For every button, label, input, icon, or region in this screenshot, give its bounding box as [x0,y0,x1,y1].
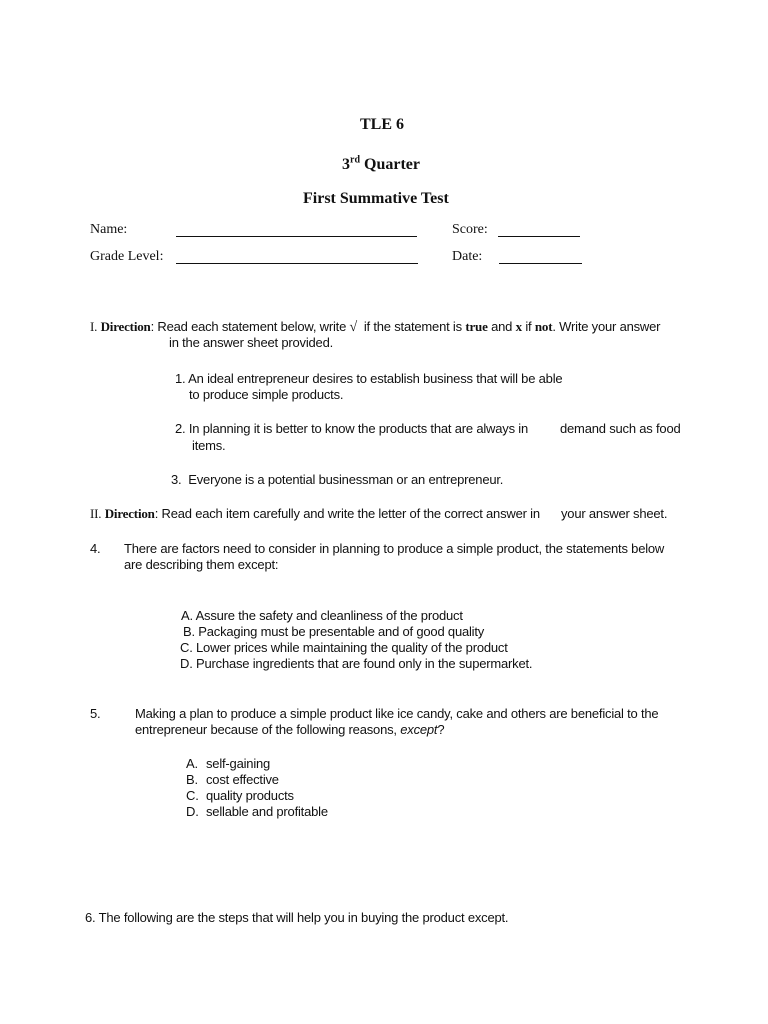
part2-direction-word: Direction [104,506,155,521]
part1-direction [90,319,660,336]
part1-text-c: . Write your answer [552,319,661,334]
item2-line1: In planning it is better to know the products that are always in [188,421,528,436]
q4-line2: are describing them except: [124,557,279,572]
q5-choice-a-text: self-gaining [206,756,271,771]
q4-num: 4. [90,541,101,556]
q5-choice-b-letter: B. [186,772,198,787]
grade-level-label: Grade Level: [90,249,164,264]
score-label: Score: [452,222,488,237]
x-word: x [515,319,522,334]
grade-level-field[interactable] [176,263,418,264]
q4-choice-a: A. Assure the safety and cleanliness of the product [181,608,463,623]
q5-choice-d-text: sellable and profitable [206,804,328,819]
part2-text-b: your answer sheet. [561,506,668,521]
item3-line1: Everyone is a potential businessman or an entrepreneur. [188,472,504,487]
quarter-title [342,156,420,174]
part1-direction-line2: in the answer sheet provided. [169,335,334,350]
date-field[interactable] [499,263,582,264]
q4-choice-d: D. Purchase ingredients that are found only in the supermarket. [180,656,533,671]
item2 [175,421,528,436]
item1-line1: An ideal entrepreneur desires to establish business that will be able [188,371,563,386]
name-label: Name: [90,222,128,237]
q4-choice-b: B. Packaging must be presentable and of good quality [183,624,485,639]
item2-line1b: demand such as food [560,421,681,436]
item3 [171,472,503,487]
q5-choice-b [186,772,279,787]
q5-choice-a [186,756,270,771]
part2-numeral: II. [90,506,102,521]
q5-line1: Making a plan to produce a simple product like ice candy, cake and others are beneficial to the [135,706,659,721]
part2-direction [90,506,540,522]
q6-line: 6. The following are the steps that will help you in buying the product except. [85,910,509,925]
q5-choice-c-letter: C. [186,788,199,803]
part1-numeral: I. [90,319,98,334]
q5-question-mark: ? [437,722,445,737]
part1-direction-word: Direction [100,319,151,334]
subject-title: TLE 6 [360,116,405,133]
part1-text-a: : Read each statement below, write [150,319,347,334]
score-field[interactable] [498,236,580,237]
q5-line2 [135,722,444,737]
q5-choice-d [186,804,328,819]
q5-choice-a-letter: A. [186,756,198,771]
item2-line2: items. [192,438,226,453]
q5-choice-b-text: cost effective [206,772,279,787]
q4-line1: There are factors need to consider in planning to produce a simple product, the statements below [124,541,665,556]
if-word: if [525,319,532,334]
q5-except-word: except [400,722,438,737]
and-word: and [491,319,513,334]
q5-num: 5. [90,706,101,721]
q5-choice-c [186,788,294,803]
part1-text-b: if the statement is [363,319,462,334]
q5-choice-d-letter: D. [186,804,199,819]
not-word: not [534,319,553,334]
quarter-suffix: rd [350,154,360,166]
name-field[interactable] [176,236,417,237]
item3-num: 3. [171,472,182,487]
item1-line2: to produce simple products. [189,387,344,402]
item1 [175,371,562,386]
item2-num: 2. [175,421,186,436]
part2-text: : Read each item carefully and write the letter of the correct answer in [154,506,540,521]
test-title: First Summative Test [303,190,449,207]
date-label: Date: [452,249,483,264]
q5-choice-c-text: quality products [206,788,294,803]
quarter-number: 3 [342,156,350,173]
quarter-word: Quarter [364,156,420,173]
item1-num: 1. [175,371,186,386]
true-word: true [465,319,488,334]
q4-choice-c: C. Lower prices while maintaining the quality of the product [180,640,508,655]
q5-line2-text: entrepreneur because of the following reasons, [135,722,397,737]
check-symbol: √ [349,320,358,335]
